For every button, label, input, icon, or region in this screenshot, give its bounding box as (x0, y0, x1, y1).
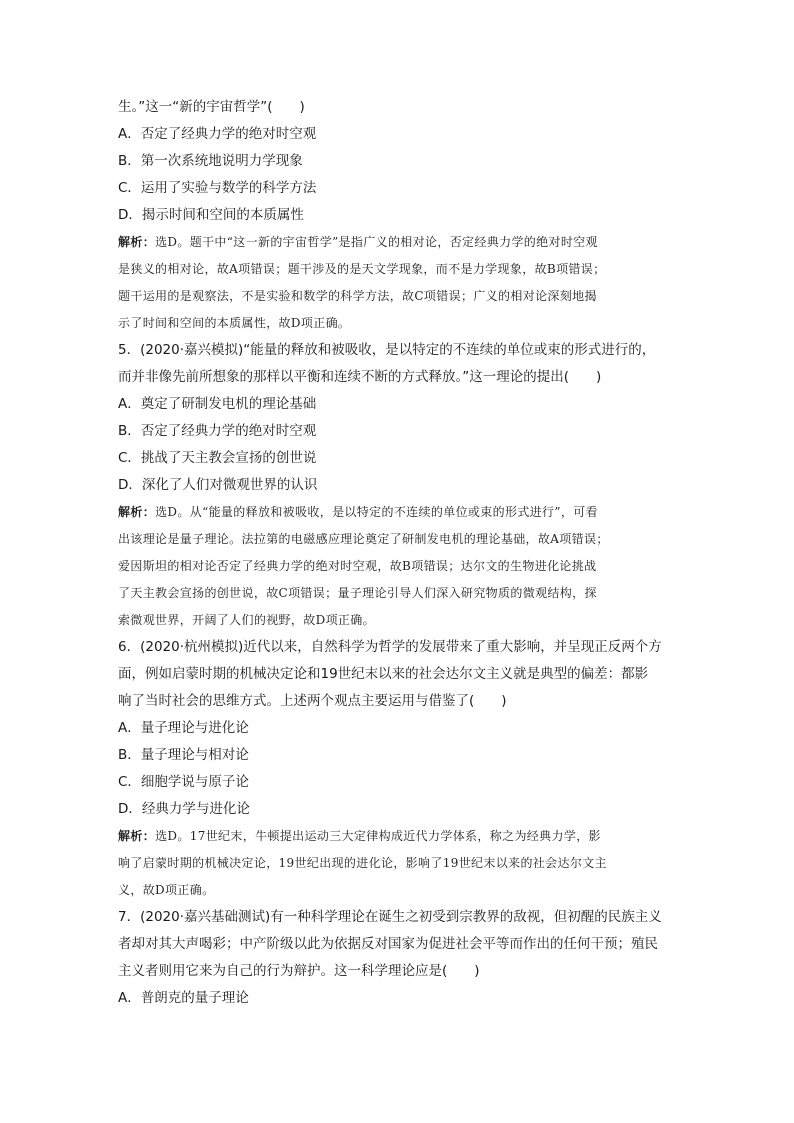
q6-analysis-line: 响了启蒙时期的机械决定论，19世纪出现的进化论，影响了19世纪末以来的社会达尔文主 (118, 856, 607, 870)
q5-option-b: B．否定了经典力学的绝对时空观 (118, 423, 317, 439)
q6-stem-line: 6．(2020·杭州模拟)近代以来，自然科学为哲学的发展带来了重大影响，并呈现正反两个方 (118, 639, 662, 655)
q7-stem-line: 者却对其大声喝彩；中产阶级以此为依据反对国家为促进社会平等而作出的任何干预；殖民 (118, 936, 658, 952)
q6-stem-line: 响了当时社会的思维方式。上述两个观点主要运用与借鉴了( ) (118, 693, 507, 709)
q6-option-c: C．细胞学说与原子论 (118, 774, 249, 790)
q4-stem-tail: 生。”这一“新的宇宙哲学”( ) (118, 99, 305, 115)
q5-option-c: C．挑战了天主教会宣扬的创世说 (118, 450, 317, 466)
q6-analysis-label: 解析： (118, 829, 156, 843)
q5-analysis-line: 解析：选D。从“能量的释放和被吸收，是以特定的不连续的单位或束的形式进行”，可看 (118, 505, 598, 519)
q4-option-c: C．运用了实验与数学的科学方法 (118, 180, 317, 196)
q5-option-a: A．奠定了研制发电机的理论基础 (118, 396, 317, 412)
q5-stem-line: 5．(2020·嘉兴模拟)“能量的释放和被吸收，是以特定的不连续的单位或束的形式进行的， (118, 342, 656, 358)
q6-analysis-line: 解析：选D。17世纪末，牛顿提出运动三大定律构成近代力学体系，称之为经典力学，影 (118, 829, 601, 843)
q4-analysis-label: 解析： (118, 235, 156, 249)
q5-option-d: D．深化了人们对微观世界的认识 (118, 477, 318, 493)
q4-analysis-line: 解析：选D。题干中“这一新的宇宙哲学”是指广义的相对论，否定经典力学的绝对时空观 (118, 235, 598, 249)
q7-option-a: A．普朗克的量子理论 (118, 990, 249, 1006)
q7-stem-line: 7．(2020·嘉兴基础测试)有一种科学理论在诞生之初受到宗教界的敌视，但初醒的民族主义 (118, 909, 662, 925)
q6-option-a: A．量子理论与进化论 (118, 720, 249, 736)
q5-analysis-line: 了天主教会宣扬的创世说，故C项错误；量子理论引导人们深入研究物质的微观结构，探 (118, 586, 597, 600)
q4-option-b: B．第一次系统地说明力学现象 (118, 153, 303, 169)
q5-analysis-line: 索微观世界，开阔了人们的视野，故D项正确。 (118, 613, 375, 627)
q5-stem-line: 而并非像先前所想象的那样以平衡和连续不断的方式释放。”这一理论的提出( ) (118, 369, 602, 385)
q5-analysis-line: 爱因斯坦的相对论否定了经典力学的绝对时空观，故B项错误；达尔文的生物进化论挑战 (118, 559, 597, 573)
q6-option-d: D．经典力学与进化论 (118, 801, 250, 817)
q4-analysis-line: 示了时间和空间的本质属性，故D项正确。 (118, 316, 351, 330)
q4-analysis-line: 是狭义的相对论，故A项错误；题干涉及的是天文学现象，而不是力学现象，故B项错误； (118, 262, 606, 276)
q6-option-b: B．量子理论与相对论 (118, 747, 249, 763)
q7-stem-line: 主义者则用它来为自己的行为辩护。这一科学理论应是( ) (118, 963, 480, 979)
q5-analysis-line: 出该理论是量子理论。法拉第的电磁感应理论奠定了研制发电机的理论基础，故A项错误； (118, 532, 609, 546)
q4-analysis-line: 题干运用的是观察法，不是实验和数学的科学方法，故C项错误；广义的相对论深刻地揭 (118, 289, 597, 303)
q4-option-a: A．否定了经典力学的绝对时空观 (118, 126, 317, 142)
page-content (118, 94, 686, 1012)
q6-stem-line: 面，例如启蒙时期的机械决定论和19世纪末以来的社会达尔文主义就是典型的偏差：都影 (118, 666, 649, 682)
q5-analysis-label: 解析： (118, 505, 156, 519)
q6-analysis-line: 义，故D项正确。 (118, 883, 215, 897)
q4-option-d: D．揭示时间和空间的本质属性 (118, 207, 304, 223)
